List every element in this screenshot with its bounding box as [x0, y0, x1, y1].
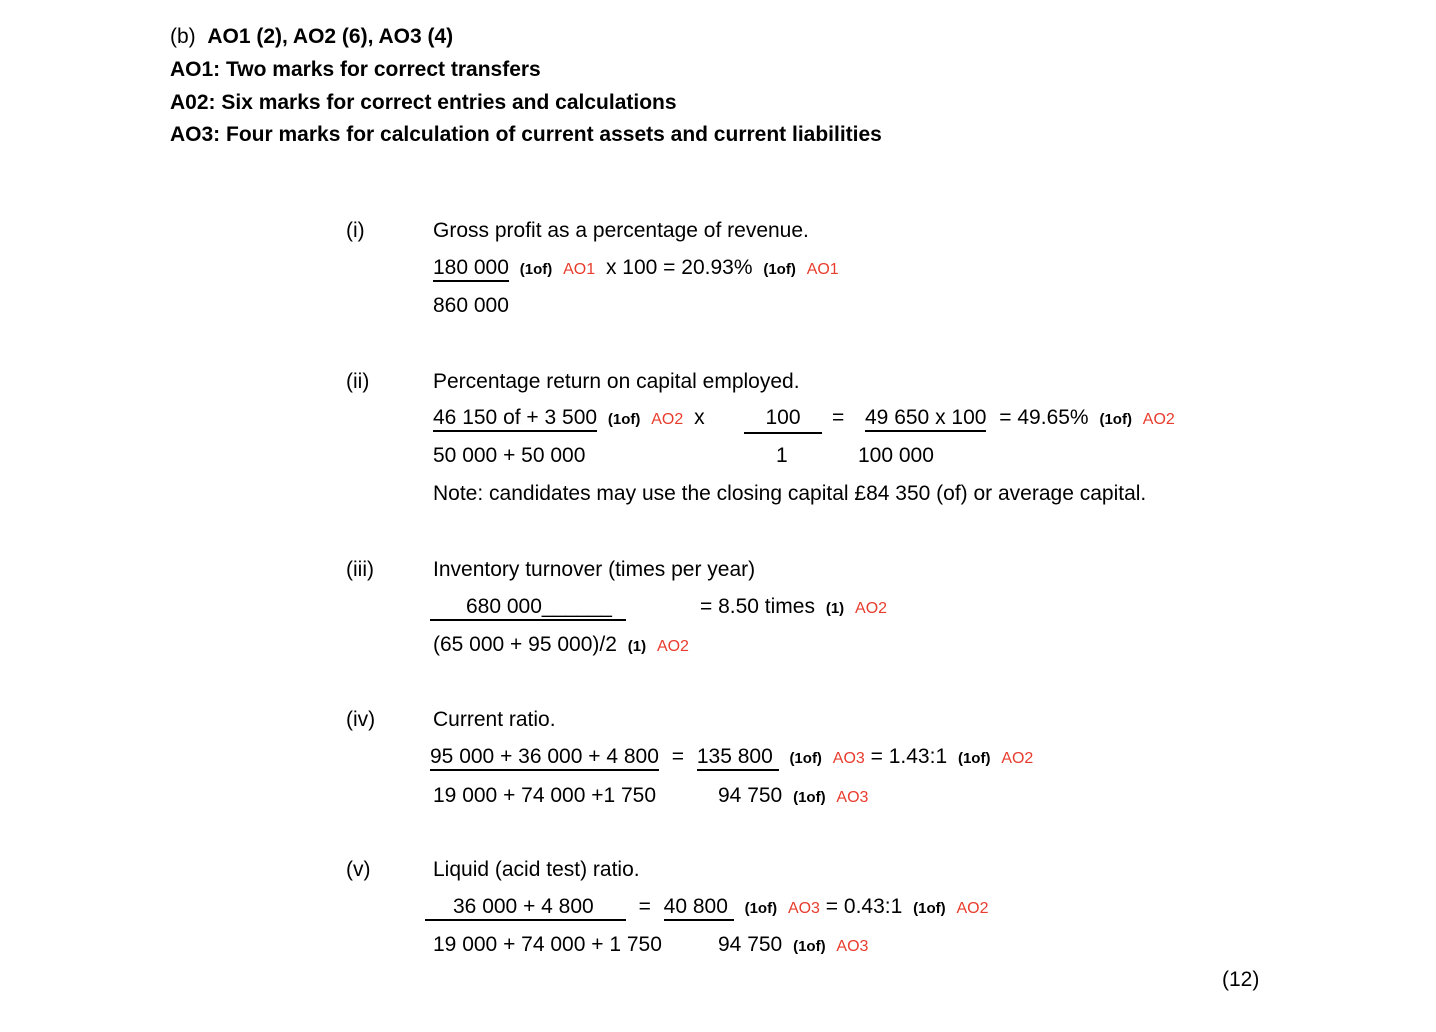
- sec-i-marker: (i): [346, 219, 365, 242]
- sec-v-equals: =: [638, 895, 651, 918]
- sec-v-result: = 0.43:1: [825, 895, 903, 918]
- sec-i-mark-1of-b: (1of): [763, 261, 796, 278]
- sec-iii-result: = 8.50 times: [700, 595, 815, 618]
- sec-iii-denominator: (65 000 + 95 000)/2: [433, 633, 617, 656]
- sec-ii-ao-tag-b: AO2: [1142, 411, 1175, 428]
- sec-ii-result: = 49.65%: [999, 406, 1089, 429]
- sec-iv-liabilities-row: [718, 782, 873, 811]
- sec-v-title: Liquid (acid test) ratio.: [433, 858, 640, 881]
- sec-i-numerator: 180 000: [433, 256, 509, 282]
- ao1-description: AO1: Two marks for correct transfers: [170, 58, 541, 81]
- sec-ii-mark-1of-b: (1of): [1099, 411, 1132, 428]
- sec-i-ao-tag-b: AO1: [806, 261, 839, 278]
- sec-v-ao-tag-c: AO3: [836, 938, 869, 955]
- sec-iii-title: Inventory turnover (times per year): [433, 558, 756, 581]
- ao2-description: A02: Six marks for correct entries and calculations: [170, 91, 677, 114]
- sec-iv-numerator: 95 000 + 36 000 + 4 800: [430, 745, 659, 771]
- sec-v-mark-1of-b: (1of): [913, 900, 946, 917]
- sec-ii-numerator-right: 49 650 x 100: [865, 406, 986, 432]
- sec-v-ao-tag-b: AO2: [956, 900, 989, 917]
- sec-ii-numerator-left: [433, 404, 705, 433]
- sec-iii-ao-tag-a: AO2: [855, 600, 888, 617]
- sec-v-mark-1of-c: (1of): [793, 938, 826, 955]
- sec-v-formula-row: [425, 893, 993, 922]
- sec-iv-mark-1of-c: (1of): [793, 789, 826, 806]
- sec-ii-ao-tag-a: AO2: [651, 411, 684, 428]
- sec-ii-numerator-mid: 100: [744, 404, 822, 434]
- sec-iv-title: Current ratio.: [433, 708, 556, 731]
- sec-ii-marker: (ii): [346, 370, 370, 393]
- sec-iv-equals: =: [671, 745, 684, 768]
- sec-iii-numerator: 680 000______: [430, 595, 626, 621]
- sec-iii-denominator-row: [433, 631, 694, 660]
- sec-ii-note: Note: candidates may use the closing capital £84 350 (of) or average capital.: [433, 482, 1147, 505]
- sec-ii-denominator-mid: 1: [776, 444, 788, 467]
- sec-v-ao-tag-a: AO3: [787, 900, 820, 917]
- sec-iv-ao-tag-c: AO3: [836, 789, 869, 806]
- sec-v-current-liabilities-total: 94 750: [718, 933, 783, 956]
- sec-i-title: Gross profit as a percentage of revenue.: [433, 219, 809, 242]
- sec-i-denominator: 860 000: [433, 294, 509, 317]
- sec-iv-current-assets-total: 135 800: [697, 745, 779, 771]
- ao3-description: AO3: Four marks for calculation of current assets and current liabilities: [170, 123, 882, 146]
- sec-i-calculation: x 100 = 20.93%: [605, 256, 753, 279]
- sec-i-formula-row: [433, 254, 844, 283]
- sec-ii-denominator-right: 100 000: [858, 444, 934, 467]
- sec-ii-equals: =: [832, 406, 845, 429]
- sec-ii-times-sign: x: [694, 406, 705, 429]
- sec-v-numerator: 36 000 + 4 800: [425, 895, 626, 921]
- sec-iv-formula-row: [430, 743, 1038, 772]
- sec-ii-title: Percentage return on capital employed.: [433, 370, 800, 393]
- sec-iii-numerator-row: [430, 593, 626, 620]
- sec-ii-numerator: 46 150 of + 3 500: [433, 406, 597, 432]
- sec-i-ao-tag-a: AO1: [563, 261, 596, 278]
- sec-iii-marker: (iii): [346, 558, 374, 581]
- sec-iii-ao-tag-b: AO2: [656, 638, 689, 655]
- sec-ii-fraction-100: [744, 404, 822, 434]
- sec-iv-marker: (iv): [346, 708, 376, 731]
- sec-iii-result-row: [700, 593, 892, 622]
- sec-v-liquid-assets-total: 40 800: [664, 895, 734, 921]
- sec-v-marker: (v): [346, 858, 371, 881]
- sec-ii-denominator-left: 50 000 + 50 000: [433, 444, 586, 467]
- sec-iv-result: = 1.43:1: [870, 745, 948, 768]
- sec-iii-mark-1-a: (1): [825, 600, 845, 617]
- sec-iv-ao-tag-b: AO2: [1001, 750, 1034, 767]
- sec-iv-ao-tag-a: AO3: [832, 750, 865, 767]
- sec-iv-mark-1of-b: (1of): [957, 750, 991, 767]
- sec-ii-mark-1of-a: (1of): [607, 411, 641, 428]
- part-label: (b): [170, 25, 202, 48]
- sec-v-mark-1of-a: (1of): [744, 900, 778, 917]
- sec-i-mark-1of-a: (1of): [519, 261, 553, 278]
- sec-iv-mark-1of-a: (1of): [789, 750, 822, 767]
- sec-iii-mark-1-b: (1): [627, 638, 647, 655]
- sec-ii-numerator-right-row: [865, 404, 1180, 433]
- sec-v-denominator: 19 000 + 74 000 + 1 750: [433, 933, 662, 956]
- total-marks: (12): [1222, 968, 1260, 991]
- ao-marks-summary: AO1 (2), AO2 (6), AO3 (4): [207, 25, 454, 48]
- sec-v-liabilities-row: [718, 931, 873, 960]
- header-line-1: [170, 23, 453, 50]
- sec-iv-current-liabilities-total: 94 750: [718, 784, 783, 807]
- sec-iv-denominator: 19 000 + 74 000 +1 750: [433, 784, 657, 807]
